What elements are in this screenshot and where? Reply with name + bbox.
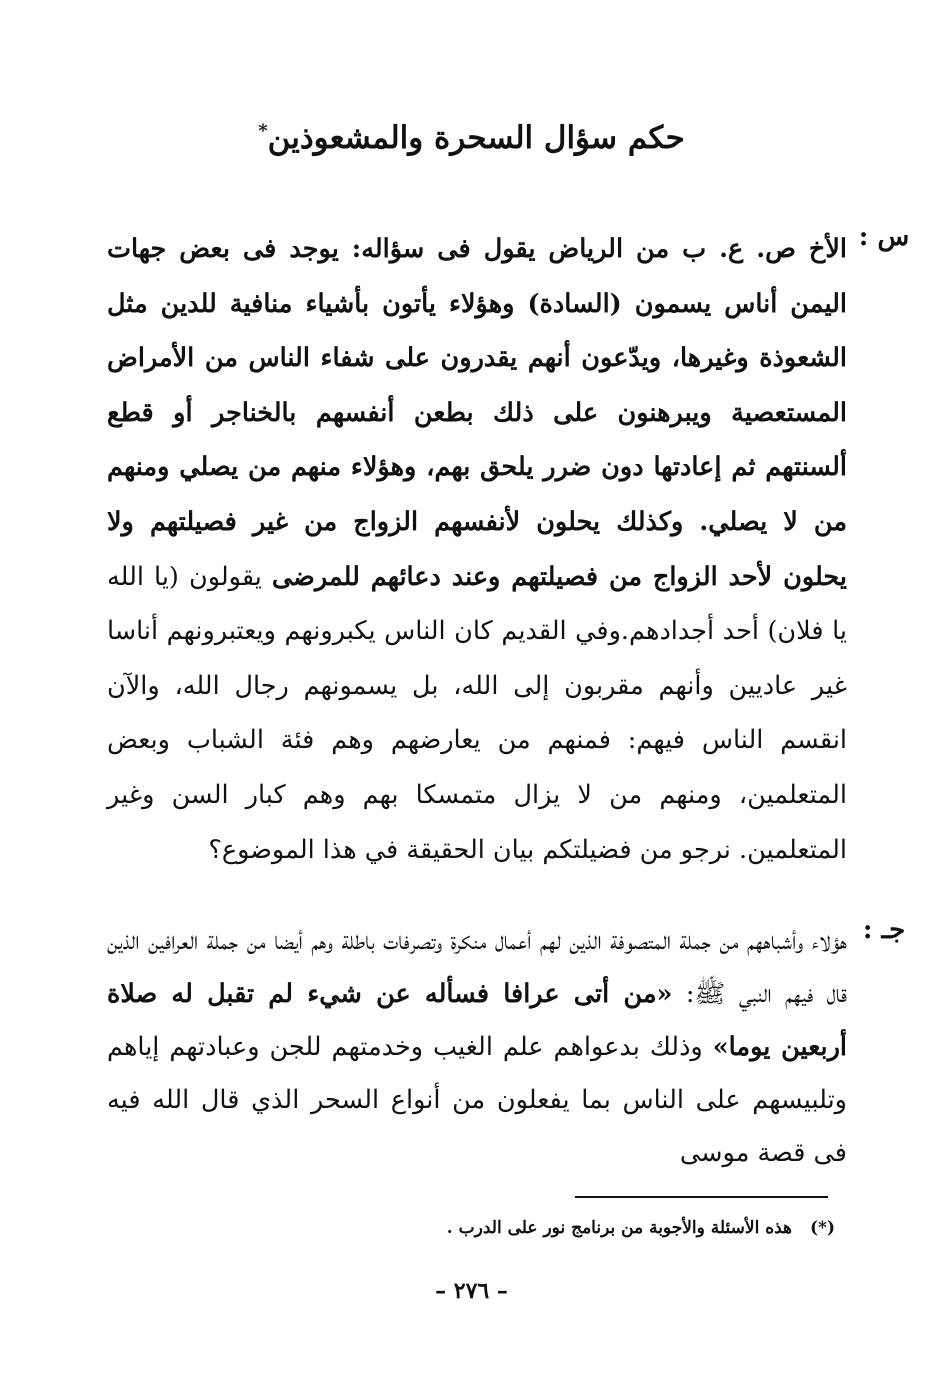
answer-text-2: وذلك بدعواهم علم الغيب وخدمتهم للجن وعبادتهم إياهم وتلبيسهم على الناس بما يفعلون من أنواع السحر الذي قال الله فيه فى قصة موسى <box>107 1032 847 1168</box>
question-body <box>107 222 847 877</box>
footnote <box>447 1218 835 1238</box>
question-regular-text: يقولون (يا الله يا فلان) أحد أجدادهم.وفي القديم كان الناس يكبرونهم ويعتبرونهم أناسا غير عاديين وأنهم مقربون إلى الله، بل يسمونهم رجال الله، والآن انقسم الناس فيهم: فمنهم من يعارضهم وهم فئة الشباب وبعض المتعلمين، ومنهم من لا يزال متمسكا بهم وهم كبار السن وغير المتعلمين. نرجو من فضيلتكم بيان الحقيقة في هذا الموضوع؟ <box>107 561 847 865</box>
question-label: س : <box>858 222 910 252</box>
footnote-mark: (*) <box>810 1218 835 1238</box>
title-footnote-mark: * <box>258 120 268 142</box>
hadith-quote: «من أتى عرافا فسأله عن شيء لم تقبل له صلاة أربعين يوما» <box>107 979 847 1062</box>
footnote-text: هذه الأسئلة والأجوبة من برنامج نور على الدرب . <box>446 1218 793 1238</box>
footnote-divider <box>575 1196 828 1198</box>
title-text: حكم سؤال السحرة والمشعوذين <box>267 120 685 156</box>
answer-text-1: هؤلاء وأشباههم من جملة المتصوفة الذين لهم أعمال منكرة وتصرفات باطلة وهم أيضا من جملة العرافين الذين قال فيهم النبي ﷺ: <box>107 926 847 1009</box>
page-number: – ٢٧٦ – <box>435 1278 508 1304</box>
question-block <box>107 222 910 877</box>
answer-body <box>107 915 847 1180</box>
page-title <box>0 118 943 158</box>
answer-label: جـ : <box>862 915 906 945</box>
question-bold-text: الأخ ص. ع. ب من الرياض يقول فى سؤاله: يوجد فى بعض جهات اليمن أناس يسمون (السادة) وهؤلاء يأتون بأشياء منافية للدين مثل الشعوذة وغيرها، ويدّعون أنهم يقدرون على شفاء الناس من الأمراض المستعصية ويبرهنون على ذلك بطعن أنفسهم بالخناجر أو قطع ألسنتهم ثم إعادتها دون ضرر يلحق بهم، وهؤلاء منهم من يصلي ومنهم من لا يصلي. وكذلك يحلون لأنفسهم الزواج من غير فصيلتهم ولا يحلون لأحد الزواج من فصيلتهم وعند دعائهم للمرضى <box>107 234 847 592</box>
answer-block <box>107 915 906 1180</box>
